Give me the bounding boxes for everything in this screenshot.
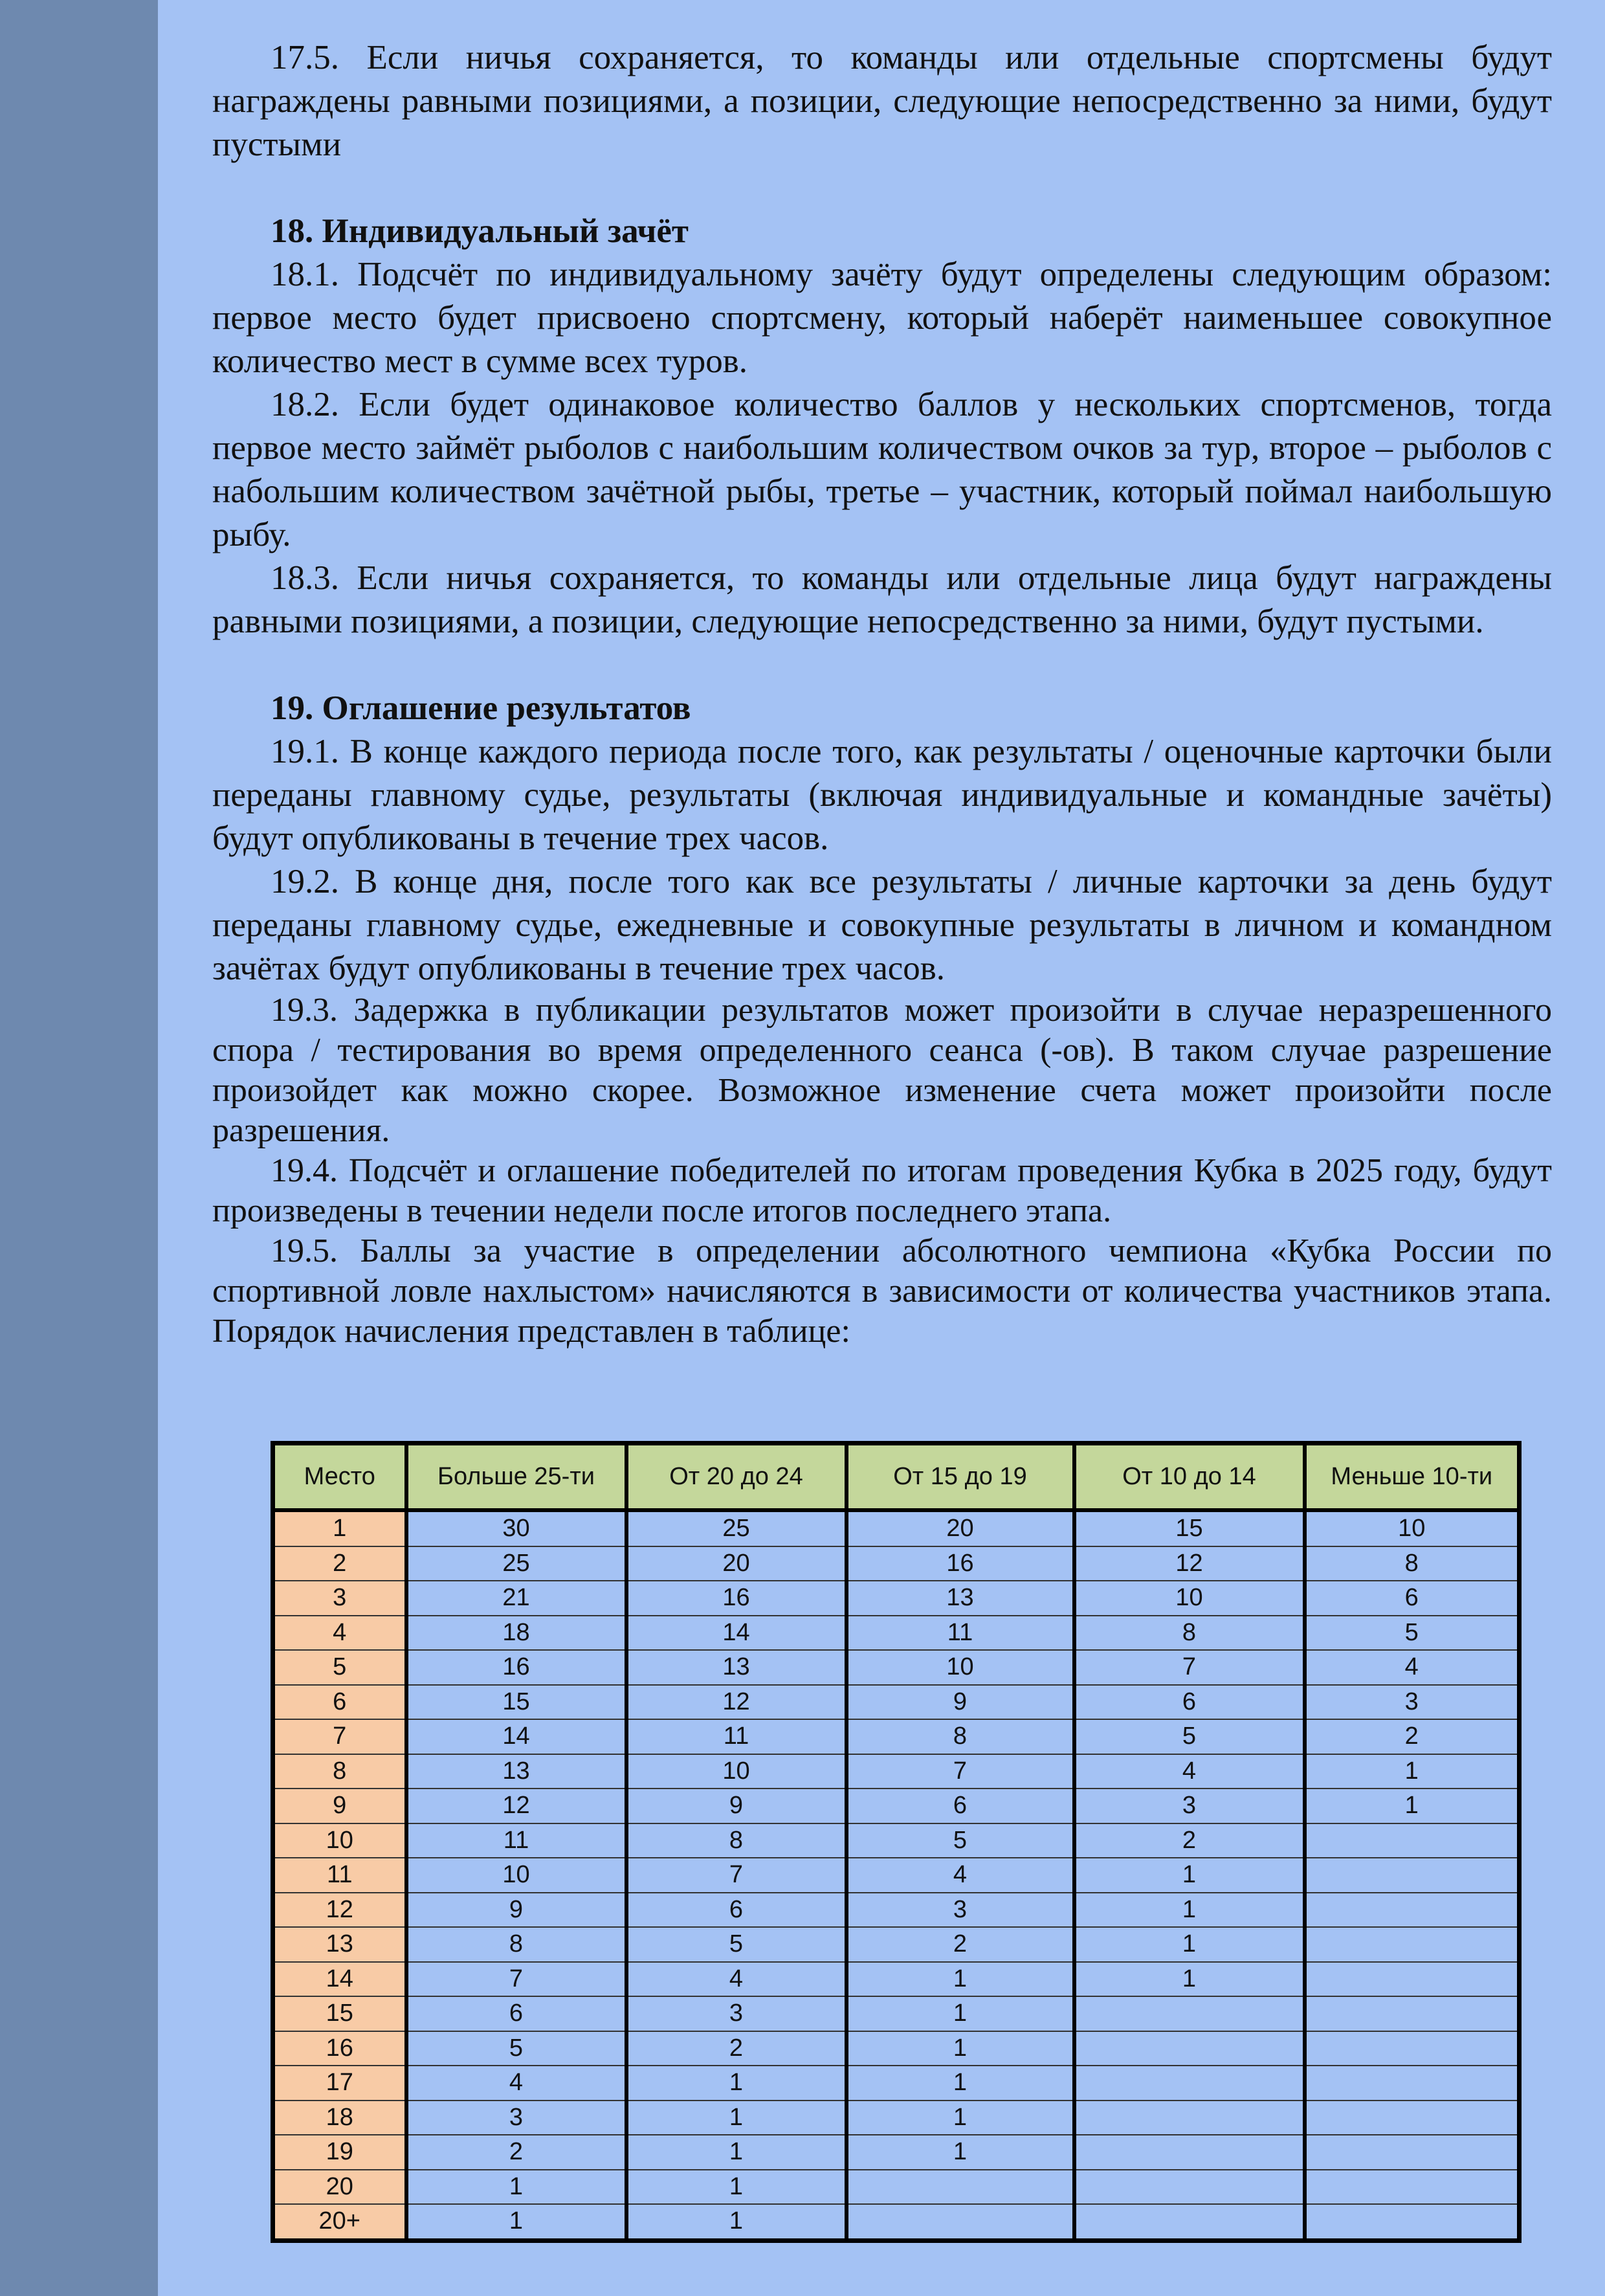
table-row xyxy=(273,1789,1520,1823)
points-cell xyxy=(1074,2204,1305,2240)
points-cell: 5 xyxy=(626,1927,847,1962)
table-row xyxy=(273,2170,1520,2205)
table-row xyxy=(273,1754,1520,1789)
points-cell: 2 xyxy=(1074,1823,1305,1858)
points-cell: 16 xyxy=(406,1650,626,1685)
place-cell: 6 xyxy=(273,1685,406,1720)
points-cell: 7 xyxy=(1074,1650,1305,1685)
points-cell: 10 xyxy=(1074,1581,1305,1616)
paragraph-19-5: 19.5. Баллы за участие в определении абсолютного чемпиона «Кубка России по спортивной ловле нахлыстом» начисляются в зависимости от количества участников этапа. Порядок начисления представлен в таблице: xyxy=(212,1232,1552,1350)
points-cell: 2 xyxy=(406,2135,626,2170)
paragraph-18-3: 18.3. Если ничья сохраняется, то команды или отдельные лица будут награждены равными позициями, а позиции, следующие непосредственно за ними, будут пустыми. xyxy=(212,559,1552,640)
points-cell xyxy=(1305,2135,1520,2170)
table-row xyxy=(273,1893,1520,1928)
points-cell: 8 xyxy=(1074,1616,1305,1651)
table-row xyxy=(273,1546,1520,1581)
points-cell xyxy=(1074,2170,1305,2205)
points-cell: 1 xyxy=(626,2101,847,2135)
points-table xyxy=(271,1441,1522,2243)
points-cell: 15 xyxy=(1074,1510,1305,1546)
paragraph-19-1: 19.1. В конце каждого периода после того, как результаты / оценочные карточки были переданы главному судье, результаты (включая индивидуальные и командные зачёты) будут опубликованы в течение трех часов. xyxy=(212,733,1552,857)
side-strip xyxy=(0,0,158,2296)
points-cell: 5 xyxy=(406,2031,626,2066)
section-18-title: 18. Индивидуальный зачёт xyxy=(271,212,689,250)
points-cell: 1 xyxy=(847,2031,1074,2066)
points-cell: 2 xyxy=(626,2031,847,2066)
points-cell xyxy=(1305,2204,1520,2240)
place-cell: 5 xyxy=(273,1650,406,1685)
points-cell: 6 xyxy=(847,1789,1074,1823)
points-cell xyxy=(1305,1927,1520,1962)
points-cell: 4 xyxy=(406,2066,626,2101)
document-body xyxy=(212,36,1552,1352)
table-row xyxy=(273,1823,1520,1858)
points-cell xyxy=(1305,2170,1520,2205)
points-cell: 1 xyxy=(1305,1789,1520,1823)
table-row xyxy=(273,1685,1520,1720)
header-20-24: От 20 до 24 xyxy=(626,1443,847,1511)
points-cell: 9 xyxy=(406,1893,626,1928)
points-cell xyxy=(1305,2101,1520,2135)
points-cell: 3 xyxy=(1305,1685,1520,1720)
points-cell: 11 xyxy=(847,1616,1074,1651)
points-cell: 25 xyxy=(626,1510,847,1546)
paragraph-18-2: 18.2. Если будет одинаковое количество баллов у нескольких спортсменов, тогда первое место займёт рыболов с наибольшим количеством очков за тур, второе – рыболов с набольшим количеством зачётной рыбы, третье – участник, который поймал наибольшую рыбу. xyxy=(212,386,1552,553)
points-cell: 1 xyxy=(1074,1962,1305,1997)
place-cell: 17 xyxy=(273,2066,406,2101)
points-cell: 18 xyxy=(406,1616,626,1651)
points-cell: 1 xyxy=(1074,1927,1305,1962)
place-cell: 2 xyxy=(273,1546,406,1581)
table-row xyxy=(273,1962,1520,1997)
table-row xyxy=(273,1581,1520,1616)
header-place: Место xyxy=(273,1443,406,1511)
place-cell: 9 xyxy=(273,1789,406,1823)
points-cell: 9 xyxy=(626,1789,847,1823)
points-cell xyxy=(847,2204,1074,2240)
points-cell: 6 xyxy=(1305,1581,1520,1616)
points-cell: 1 xyxy=(1074,1858,1305,1893)
points-cell xyxy=(1305,2031,1520,2066)
points-cell xyxy=(1074,1996,1305,2031)
points-cell: 11 xyxy=(406,1823,626,1858)
paragraph-17-5: 17.5. Если ничья сохраняется, то команды или отдельные спортсмены будут награждены равными позициями, а позиции, следующие непосредственно за ними, будут пустыми xyxy=(212,39,1552,163)
points-cell: 6 xyxy=(626,1893,847,1928)
place-cell: 8 xyxy=(273,1754,406,1789)
place-cell: 18 xyxy=(273,2101,406,2135)
paragraph-19-4: 19.4. Подсчёт и оглашение победителей по итогам проведения Кубка в 2025 году, будут произведены в течении недели после итогов последнего этапа. xyxy=(212,1152,1552,1229)
points-cell: 30 xyxy=(406,1510,626,1546)
points-cell: 13 xyxy=(406,1754,626,1789)
points-cell xyxy=(1305,1823,1520,1858)
points-cell: 13 xyxy=(626,1650,847,1685)
table-row xyxy=(273,2101,1520,2135)
table-row xyxy=(273,1927,1520,1962)
header-over-25: Больше 25-ти xyxy=(406,1443,626,1511)
table-row xyxy=(273,2066,1520,2101)
table-row xyxy=(273,2135,1520,2170)
points-cell: 12 xyxy=(1074,1546,1305,1581)
place-cell: 10 xyxy=(273,1823,406,1858)
points-cell: 9 xyxy=(847,1685,1074,1720)
header-under-10: Меньше 10-ти xyxy=(1305,1443,1520,1511)
points-cell: 1 xyxy=(626,2204,847,2240)
points-cell: 20 xyxy=(626,1546,847,1581)
points-cell: 6 xyxy=(1074,1685,1305,1720)
points-cell: 4 xyxy=(1074,1754,1305,1789)
table-row xyxy=(273,1510,1520,1546)
points-cell: 20 xyxy=(847,1510,1074,1546)
points-cell: 1 xyxy=(1074,1893,1305,1928)
points-cell: 1 xyxy=(626,2135,847,2170)
table-row xyxy=(273,1650,1520,1685)
points-cell: 2 xyxy=(847,1927,1074,1962)
points-cell: 11 xyxy=(626,1719,847,1754)
points-cell: 16 xyxy=(626,1581,847,1616)
paragraph-19-2: 19.2. В конце дня, после того как все результаты / личные карточки за день будут переданы главному судье, ежедневные и совокупные результаты в личном и командном зачётах будут опубликованы в течение трех часов. xyxy=(212,863,1552,987)
points-cell: 1 xyxy=(406,2170,626,2205)
points-cell: 8 xyxy=(1305,1546,1520,1581)
table-row xyxy=(273,1858,1520,1893)
points-cell: 16 xyxy=(847,1546,1074,1581)
points-cell: 10 xyxy=(406,1858,626,1893)
place-cell: 1 xyxy=(273,1510,406,1546)
place-cell: 4 xyxy=(273,1616,406,1651)
points-cell: 15 xyxy=(406,1685,626,1720)
place-cell: 3 xyxy=(273,1581,406,1616)
points-cell xyxy=(847,2170,1074,2205)
points-cell: 6 xyxy=(406,1996,626,2031)
header-10-14: От 10 до 14 xyxy=(1074,1443,1305,1511)
points-cell xyxy=(1074,2031,1305,2066)
table-header-row xyxy=(273,1443,1520,1511)
paragraph-19-3: 19.3. Задержка в публикации результатов может произойти в случае неразрешенного спора / тестирования во время определенного сеанса (-ов). В таком случае разрешение произойдет как можно скорее. Возможное изменение счета может произойти после разрешения. xyxy=(212,992,1552,1149)
place-cell: 12 xyxy=(273,1893,406,1928)
points-cell: 5 xyxy=(1074,1719,1305,1754)
points-cell: 12 xyxy=(406,1789,626,1823)
points-cell xyxy=(1305,1858,1520,1893)
points-cell: 13 xyxy=(847,1581,1074,1616)
points-cell: 8 xyxy=(847,1719,1074,1754)
points-cell xyxy=(1305,1893,1520,1928)
paragraph-18-1: 18.1. Подсчёт по индивидуальному зачёту будут определены следующим образом: первое место будет присвоено спортсмену, который наберёт наименьшее совокупное количество мест в сумме всех туров. xyxy=(212,256,1552,380)
section-19-title: 19. Оглашение результатов xyxy=(271,689,691,727)
place-cell: 20+ xyxy=(273,2204,406,2240)
points-cell: 8 xyxy=(626,1823,847,1858)
table-row xyxy=(273,1996,1520,2031)
table-row xyxy=(273,2204,1520,2240)
points-cell: 21 xyxy=(406,1581,626,1616)
place-cell: 19 xyxy=(273,2135,406,2170)
place-cell: 13 xyxy=(273,1927,406,1962)
points-cell: 3 xyxy=(1074,1789,1305,1823)
points-cell xyxy=(1305,1996,1520,2031)
header-15-19: От 15 до 19 xyxy=(847,1443,1074,1511)
points-cell: 3 xyxy=(406,2101,626,2135)
points-cell: 5 xyxy=(1305,1616,1520,1651)
points-cell: 7 xyxy=(626,1858,847,1893)
table-row xyxy=(273,1719,1520,1754)
points-cell: 4 xyxy=(1305,1650,1520,1685)
points-cell: 12 xyxy=(626,1685,847,1720)
points-cell: 4 xyxy=(847,1858,1074,1893)
points-cell: 3 xyxy=(847,1893,1074,1928)
place-cell: 7 xyxy=(273,1719,406,1754)
points-cell: 14 xyxy=(406,1719,626,1754)
points-cell: 5 xyxy=(847,1823,1074,1858)
table-row xyxy=(273,1616,1520,1651)
place-cell: 11 xyxy=(273,1858,406,1893)
points-cell: 1 xyxy=(1305,1754,1520,1789)
points-cell: 7 xyxy=(847,1754,1074,1789)
points-cell: 10 xyxy=(847,1650,1074,1685)
points-cell xyxy=(1074,2101,1305,2135)
points-cell: 14 xyxy=(626,1616,847,1651)
place-cell: 15 xyxy=(273,1996,406,2031)
points-cell: 10 xyxy=(1305,1510,1520,1546)
points-cell xyxy=(1305,2066,1520,2101)
points-cell xyxy=(1074,2135,1305,2170)
points-cell: 3 xyxy=(626,1996,847,2031)
points-table-wrapper xyxy=(271,1441,1517,2243)
points-cell: 1 xyxy=(847,1996,1074,2031)
points-cell: 1 xyxy=(626,2170,847,2205)
place-cell: 20 xyxy=(273,2170,406,2205)
points-cell: 25 xyxy=(406,1546,626,1581)
points-cell: 1 xyxy=(847,2066,1074,2101)
points-cell: 1 xyxy=(626,2066,847,2101)
points-cell: 4 xyxy=(626,1962,847,1997)
points-cell: 1 xyxy=(847,1962,1074,1997)
points-cell xyxy=(1074,2066,1305,2101)
place-cell: 16 xyxy=(273,2031,406,2066)
points-cell: 1 xyxy=(406,2204,626,2240)
points-cell: 1 xyxy=(847,2101,1074,2135)
points-cell: 10 xyxy=(626,1754,847,1789)
place-cell: 14 xyxy=(273,1962,406,1997)
points-cell xyxy=(1305,1962,1520,1997)
points-cell: 7 xyxy=(406,1962,626,1997)
points-cell: 1 xyxy=(847,2135,1074,2170)
table-row xyxy=(273,2031,1520,2066)
points-cell: 8 xyxy=(406,1927,626,1962)
table-body xyxy=(273,1510,1520,2240)
points-cell: 2 xyxy=(1305,1719,1520,1754)
